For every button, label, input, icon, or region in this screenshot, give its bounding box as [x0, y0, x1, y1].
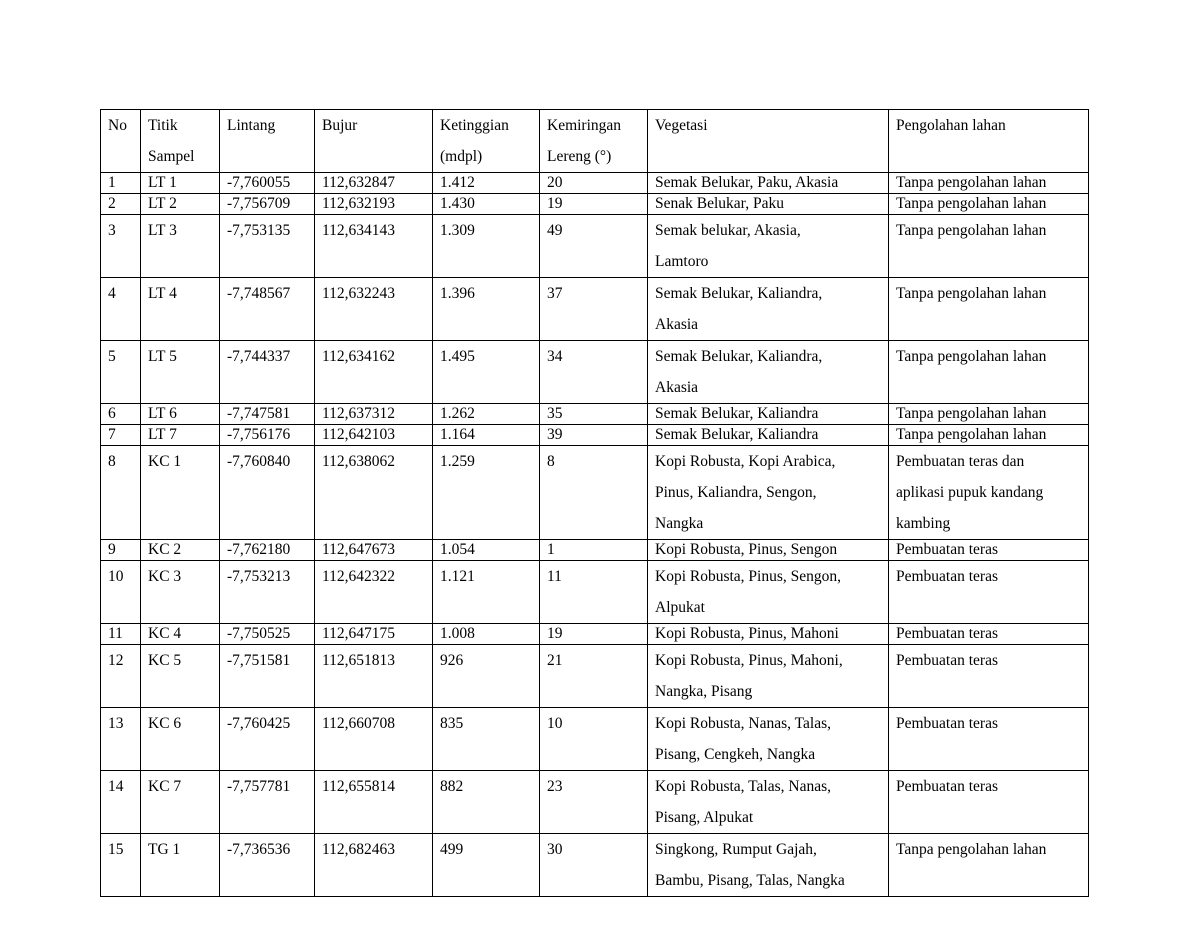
cell-no: 2 — [101, 194, 141, 215]
header-no: No — [101, 110, 141, 173]
cell-kemiringan: 19 — [540, 194, 648, 215]
cell-titik-sampel: KC 1 — [141, 446, 220, 540]
table-row — [101, 425, 1089, 446]
cell-ketinggian: 1.054 — [433, 540, 540, 561]
cell-no: 11 — [101, 624, 141, 645]
cell-titik-sampel: KC 5 — [141, 645, 220, 708]
cell-titik-sampel: LT 1 — [141, 173, 220, 194]
table-row — [101, 278, 1089, 341]
cell-bujur: 112,632847 — [315, 173, 433, 194]
cell-lintang: -7,756709 — [220, 194, 315, 215]
header-titik-sampel: Titik Sampel — [141, 110, 220, 173]
cell-pengolahan-lahan: Tanpa pengolahan lahan — [889, 425, 1089, 446]
cell-lintang: -7,744337 — [220, 341, 315, 404]
table-body — [101, 173, 1089, 897]
cell-pengolahan-lahan: Tanpa pengolahan lahan — [889, 173, 1089, 194]
cell-ketinggian: 1.262 — [433, 404, 540, 425]
cell-no: 6 — [101, 404, 141, 425]
cell-bujur: 112,655814 — [315, 771, 433, 834]
cell-ketinggian: 1.259 — [433, 446, 540, 540]
table-row — [101, 446, 1089, 540]
cell-titik-sampel: TG 1 — [141, 834, 220, 897]
header-pengolahan-lahan: Pengolahan lahan — [889, 110, 1089, 173]
table-header-row — [101, 110, 1089, 173]
cell-kemiringan: 1 — [540, 540, 648, 561]
cell-pengolahan-lahan: Tanpa pengolahan lahan — [889, 215, 1089, 278]
cell-vegetasi: Kopi Robusta, Nanas, Talas, Pisang, Cengkeh, Nangka — [648, 708, 889, 771]
cell-lintang: -7,760840 — [220, 446, 315, 540]
header-kemiringan: Kemiringan Lereng (°) — [540, 110, 648, 173]
cell-vegetasi: Senak Belukar, Paku — [648, 194, 889, 215]
cell-titik-sampel: KC 7 — [141, 771, 220, 834]
table-row — [101, 624, 1089, 645]
table-row — [101, 561, 1089, 624]
cell-pengolahan-lahan: Pembuatan teras — [889, 645, 1089, 708]
table-row — [101, 215, 1089, 278]
cell-pengolahan-lahan: Pembuatan teras — [889, 561, 1089, 624]
cell-pengolahan-lahan: Tanpa pengolahan lahan — [889, 341, 1089, 404]
cell-kemiringan: 39 — [540, 425, 648, 446]
cell-pengolahan-lahan: Pembuatan teras — [889, 708, 1089, 771]
cell-kemiringan: 21 — [540, 645, 648, 708]
cell-kemiringan: 30 — [540, 834, 648, 897]
cell-lintang: -7,750525 — [220, 624, 315, 645]
cell-lintang: -7,757781 — [220, 771, 315, 834]
cell-ketinggian: 499 — [433, 834, 540, 897]
cell-vegetasi: Semak belukar, Akasia, Lamtoro — [648, 215, 889, 278]
cell-no: 4 — [101, 278, 141, 341]
cell-ketinggian: 882 — [433, 771, 540, 834]
cell-no: 10 — [101, 561, 141, 624]
cell-no: 12 — [101, 645, 141, 708]
cell-no: 8 — [101, 446, 141, 540]
cell-no: 15 — [101, 834, 141, 897]
cell-pengolahan-lahan: Tanpa pengolahan lahan — [889, 278, 1089, 341]
header-bujur: Bujur — [315, 110, 433, 173]
cell-no: 7 — [101, 425, 141, 446]
cell-bujur: 112,647175 — [315, 624, 433, 645]
cell-kemiringan: 11 — [540, 561, 648, 624]
cell-kemiringan: 10 — [540, 708, 648, 771]
cell-lintang: -7,736536 — [220, 834, 315, 897]
cell-titik-sampel: LT 3 — [141, 215, 220, 278]
cell-lintang: -7,760055 — [220, 173, 315, 194]
cell-ketinggian: 1.008 — [433, 624, 540, 645]
cell-no: 1 — [101, 173, 141, 194]
cell-ketinggian: 1.309 — [433, 215, 540, 278]
cell-titik-sampel: LT 7 — [141, 425, 220, 446]
cell-kemiringan: 8 — [540, 446, 648, 540]
table-row — [101, 173, 1089, 194]
cell-ketinggian: 1.430 — [433, 194, 540, 215]
cell-vegetasi: Kopi Robusta, Pinus, Mahoni, Nangka, Pisang — [648, 645, 889, 708]
cell-ketinggian: 1.495 — [433, 341, 540, 404]
cell-vegetasi: Kopi Robusta, Pinus, Sengon, Alpukat — [648, 561, 889, 624]
cell-no: 9 — [101, 540, 141, 561]
cell-titik-sampel: KC 2 — [141, 540, 220, 561]
cell-bujur: 112,634143 — [315, 215, 433, 278]
cell-vegetasi: Kopi Robusta, Kopi Arabica, Pinus, Kaliandra, Sengon, Nangka — [648, 446, 889, 540]
cell-vegetasi: Kopi Robusta, Pinus, Mahoni — [648, 624, 889, 645]
cell-bujur: 112,660708 — [315, 708, 433, 771]
cell-pengolahan-lahan: Pembuatan teras — [889, 771, 1089, 834]
table-row — [101, 194, 1089, 215]
cell-pengolahan-lahan: Tanpa pengolahan lahan — [889, 404, 1089, 425]
cell-kemiringan: 49 — [540, 215, 648, 278]
cell-kemiringan: 20 — [540, 173, 648, 194]
sample-points-table — [100, 109, 1089, 897]
cell-vegetasi: Semak Belukar, Kaliandra — [648, 425, 889, 446]
cell-bujur: 112,638062 — [315, 446, 433, 540]
cell-kemiringan: 34 — [540, 341, 648, 404]
table-row — [101, 645, 1089, 708]
cell-pengolahan-lahan: Pembuatan teras — [889, 624, 1089, 645]
cell-kemiringan: 37 — [540, 278, 648, 341]
cell-ketinggian: 835 — [433, 708, 540, 771]
cell-ketinggian: 1.396 — [433, 278, 540, 341]
cell-ketinggian: 926 — [433, 645, 540, 708]
cell-lintang: -7,747581 — [220, 404, 315, 425]
header-ketinggian: Ketinggian (mdpl) — [433, 110, 540, 173]
header-lintang: Lintang — [220, 110, 315, 173]
cell-kemiringan: 19 — [540, 624, 648, 645]
cell-bujur: 112,632243 — [315, 278, 433, 341]
table-row — [101, 540, 1089, 561]
cell-vegetasi: Kopi Robusta, Talas, Nanas, Pisang, Alpukat — [648, 771, 889, 834]
cell-ketinggian: 1.121 — [433, 561, 540, 624]
cell-pengolahan-lahan: Tanpa pengolahan lahan — [889, 194, 1089, 215]
cell-vegetasi: Semak Belukar, Kaliandra, Akasia — [648, 341, 889, 404]
cell-vegetasi: Semak Belukar, Paku, Akasia — [648, 173, 889, 194]
cell-lintang: -7,762180 — [220, 540, 315, 561]
cell-bujur: 112,642322 — [315, 561, 433, 624]
cell-lintang: -7,760425 — [220, 708, 315, 771]
cell-vegetasi: Kopi Robusta, Pinus, Sengon — [648, 540, 889, 561]
cell-bujur: 112,647673 — [315, 540, 433, 561]
table-row — [101, 341, 1089, 404]
cell-ketinggian: 1.164 — [433, 425, 540, 446]
cell-pengolahan-lahan: Tanpa pengolahan lahan — [889, 834, 1089, 897]
cell-bujur: 112,651813 — [315, 645, 433, 708]
cell-titik-sampel: LT 2 — [141, 194, 220, 215]
cell-vegetasi: Semak Belukar, Kaliandra, Akasia — [648, 278, 889, 341]
cell-lintang: -7,751581 — [220, 645, 315, 708]
cell-no: 13 — [101, 708, 141, 771]
cell-titik-sampel: KC 4 — [141, 624, 220, 645]
cell-titik-sampel: KC 6 — [141, 708, 220, 771]
cell-lintang: -7,753135 — [220, 215, 315, 278]
cell-bujur: 112,637312 — [315, 404, 433, 425]
cell-pengolahan-lahan: Pembuatan teras — [889, 540, 1089, 561]
cell-kemiringan: 23 — [540, 771, 648, 834]
cell-lintang: -7,756176 — [220, 425, 315, 446]
table-row — [101, 771, 1089, 834]
cell-lintang: -7,753213 — [220, 561, 315, 624]
cell-vegetasi: Singkong, Rumput Gajah, Bambu, Pisang, Talas, Nangka — [648, 834, 889, 897]
cell-no: 14 — [101, 771, 141, 834]
header-vegetasi: Vegetasi — [648, 110, 889, 173]
cell-kemiringan: 35 — [540, 404, 648, 425]
table-row — [101, 834, 1089, 897]
cell-bujur: 112,642103 — [315, 425, 433, 446]
cell-no: 3 — [101, 215, 141, 278]
cell-titik-sampel: LT 6 — [141, 404, 220, 425]
cell-ketinggian: 1.412 — [433, 173, 540, 194]
table-row — [101, 708, 1089, 771]
cell-titik-sampel: LT 5 — [141, 341, 220, 404]
cell-lintang: -7,748567 — [220, 278, 315, 341]
cell-no: 5 — [101, 341, 141, 404]
cell-bujur: 112,632193 — [315, 194, 433, 215]
cell-bujur: 112,682463 — [315, 834, 433, 897]
table-row — [101, 404, 1089, 425]
cell-pengolahan-lahan: Pembuatan teras dan aplikasi pupuk kandang kambing — [889, 446, 1089, 540]
cell-bujur: 112,634162 — [315, 341, 433, 404]
cell-titik-sampel: LT 4 — [141, 278, 220, 341]
cell-titik-sampel: KC 3 — [141, 561, 220, 624]
cell-vegetasi: Semak Belukar, Kaliandra — [648, 404, 889, 425]
